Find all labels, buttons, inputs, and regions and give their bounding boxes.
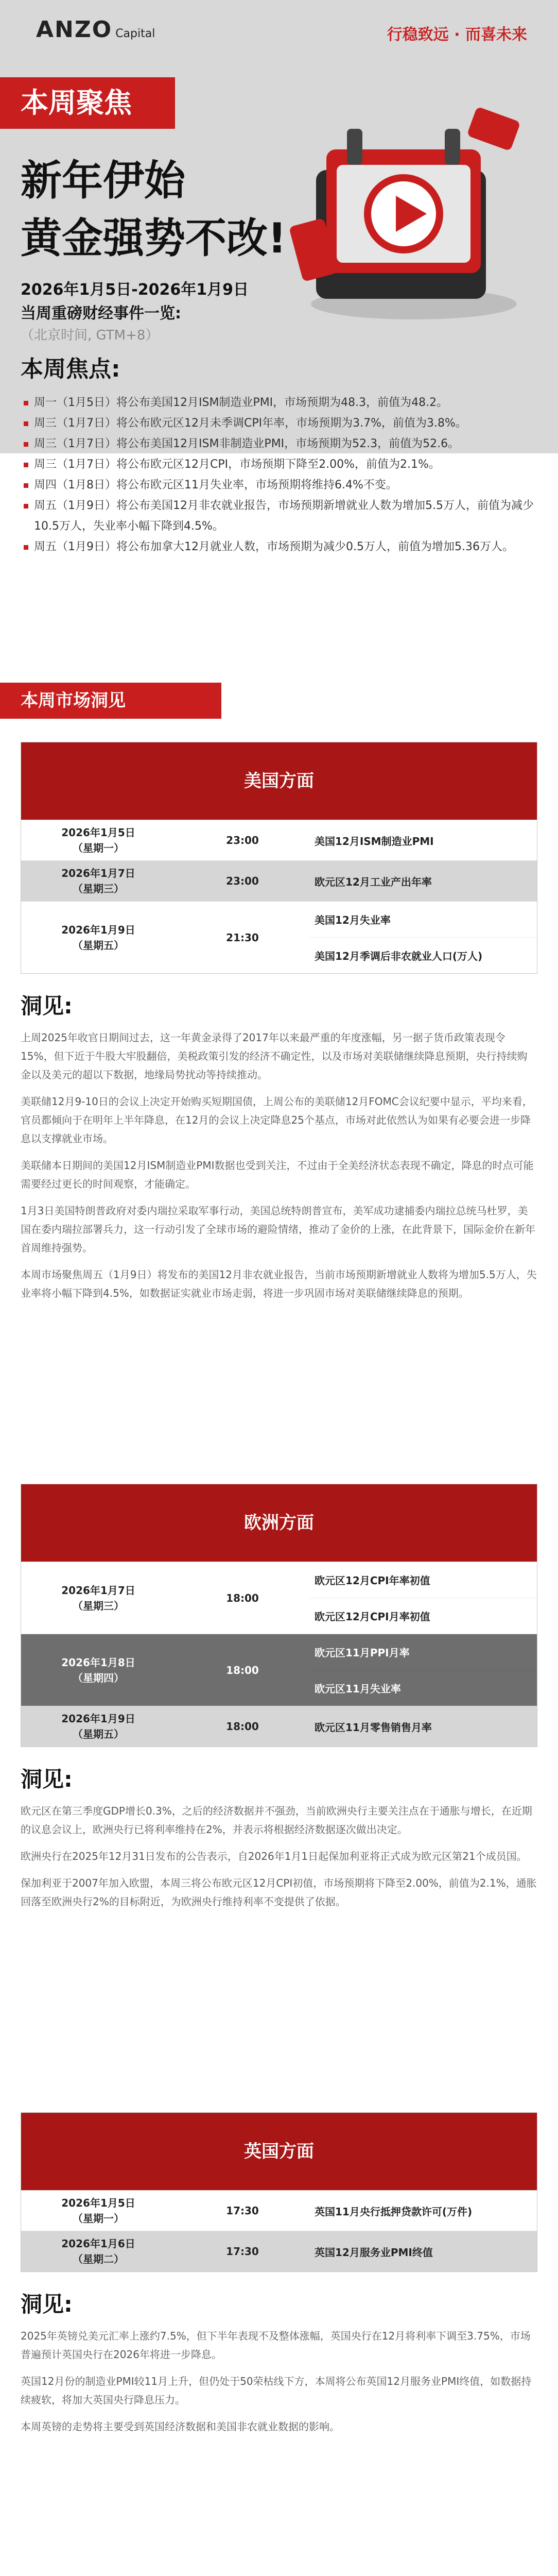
focus-item: 周三（1月7日）将公布欧元区12月CPI，市场预期下降至2.00%，前值为2.1%。 [21, 454, 535, 475]
section-title: 本周市场洞见 [0, 683, 221, 719]
focus-item: 周三（1月7日）将公布美国12月ISM非制造业PMI，市场预期为52.3，前值为52.6。 [21, 434, 535, 454]
row-date: 2026年1月9日 （星期五） [61, 1713, 135, 1740]
focus-points [21, 350, 535, 557]
analysis-paragraph: 本周市场聚焦周五（1月9日）将发布的美国12月非农就业报告，当前市场预期新增就业人数将为增加5.5万人，失业率将小幅下降到4.5%，如数据证实就业市场走弱，将进一步巩固市场对美联储继续降息的预期。 [21, 1268, 537, 1299]
row-time: 18:00 [226, 1720, 259, 1733]
row-time: 17:30 [226, 2245, 259, 2258]
uk-card [21, 2112, 537, 2272]
table-row [21, 1562, 537, 1634]
brand-logo [36, 16, 155, 43]
focus-item: 周三（1月7日）将公布欧元区12月未季调CPI年率，市场预期为3.7%，前值为3.8%。 [21, 413, 535, 434]
row-time: 17:30 [226, 2205, 259, 2217]
row-time: 18:00 [226, 1591, 259, 1604]
hero-date-subtitle: 当周重磅财经事件一览: [21, 304, 181, 323]
row-event: 美国12月失业率 [315, 914, 391, 926]
row-time: 18:00 [226, 1664, 259, 1676]
row-event: 美国12月季调后非农就业人口(万人) [309, 937, 537, 973]
analysis-paragraph: 2025年英镑兑美元汇率上涨约7.5%，但下半年表现不及整体涨幅，英国央行在12月将利率下调至3.75%，市场普遍预计英国央行在2026年将进一步降息。 [21, 2330, 531, 2361]
slogan: 行稳致远 · 而喜未来 [387, 26, 527, 44]
logo-text: ANZO [36, 16, 113, 43]
row-date: 2026年1月7日 （星期三） [61, 867, 135, 895]
row-event: 美国12月ISM制造业PMI [315, 835, 434, 848]
row-event: 欧元区11月PPI月率 [315, 1647, 410, 1659]
row-event: 欧元区12月CPI月率初值 [309, 1598, 537, 1634]
row-event: 欧元区11月失业率 [309, 1670, 537, 1706]
table-row [21, 2190, 537, 2231]
us-block [21, 742, 537, 1311]
row-event: 欧元区11月零售销售月率 [315, 1721, 432, 1734]
hero-title [21, 152, 286, 267]
focus-item: 周五（1月9日）将公布美国12月非农就业报告，市场预期新增就业人数为增加5.5万人，前值为减少10.5万人，失业率小幅下降到4.5%。 [21, 496, 535, 537]
analysis-title: 洞见: [21, 1767, 73, 1792]
analysis-paragraph: 上周2025年收官日期间过去，这一年黄金录得了2017年以来最严重的年度涨幅，另一据子货币政策表现令15%，但下近于牛股大牢股翻倍，美税政策引发的经济不确定性，以及市场对美联储继续降息预期，央行持续购金以及美元的超以下数据，地缘局势扰动等持续推动。 [21, 1031, 528, 1081]
hero-badge: 本周聚焦 [0, 77, 175, 129]
row-time: 23:00 [226, 875, 259, 887]
table-row [21, 860, 537, 901]
table-row [21, 1634, 537, 1706]
hero-date [21, 278, 249, 326]
table-row [21, 820, 537, 860]
hero [0, 62, 558, 553]
hero-date-range: 2026年1月5日-2026年1月9日 [21, 281, 249, 299]
analysis-paragraph: 欧元区在第三季度GDP增长0.3%，之后的经济数据并不强劲，当前欧洲央行主要关注点在于通胀与增长，在近期的议息会议上，欧洲央行已将利率维持在2%，并表示将根据经济数据逐次做出决定。 [21, 1805, 532, 1836]
eu-card-head: 欧洲方面 [21, 1484, 537, 1562]
hero-timezone: （北京时间, GTM+8） [21, 328, 159, 343]
row-date: 2026年1月6日 （星期二） [61, 2238, 135, 2265]
calendar-illustration-icon [285, 98, 532, 325]
row-date: 2026年1月5日 （星期一） [61, 826, 135, 854]
uk-block [21, 2112, 537, 2444]
row-date: 2026年1月9日 （星期五） [61, 923, 135, 952]
analysis-title: 洞见: [21, 993, 73, 1019]
row-date: 2026年1月8日 （星期四） [61, 1656, 135, 1684]
focus-item: 周五（1月9日）将公布加拿大12月就业人数，市场预期为减少0.5万人，前值为增加5.36万人。 [21, 537, 535, 557]
analysis-paragraph: 美联储12月9-10日的会议上决定开始购买短期国债，上周公布的美联储12月FOMC会议纪要中显示，平均来看，官员都倾向于在明年上半年降息，在12月的会议上决定降息25个基点，市场对此依然认为如果有必要会进一步降息以支撑就业市场。 [21, 1095, 533, 1145]
us-card-head: 美国方面 [21, 742, 537, 820]
analysis-paragraph: 保加利亚于2007年加入欧盟，本周三将公布欧元区12月CPI初值，市场预期将下降至2.00%，前值为2.1%，通胀回落至欧洲央行2%的目标附近，为欧洲央行维持利率不变提供了依据。 [21, 1877, 537, 1908]
row-time: 23:00 [226, 834, 259, 846]
analysis-paragraph: 1月3日美国特朗普政府对委内瑞拉采取军事行动，美国总统特朗普宣布，美军成功逮捕委内瑞拉总统马杜罗，美国在委内瑞拉部署兵力，这一行动引发了全球市场的避险情绪，推动了金价的上涨，在此背景下，国际金价在新年首周维持强势。 [21, 1205, 535, 1254]
us-card [21, 742, 537, 974]
table-row [21, 1706, 537, 1747]
hero-title-line1: 新年伊始 [21, 157, 185, 205]
uk-card-head: 英国方面 [21, 2113, 537, 2190]
hero-title-line2: 黄金强势不改! [21, 214, 287, 262]
analysis-paragraph: 美联储本日期间的美国12月ISM制造业PMI数据也受到关注，不过由于全美经济状态表现不确定，降息的时点可能需要经过更长的时间观察，才能确定。 [21, 1159, 534, 1190]
row-event: 欧元区12月CPI年率初值 [315, 1574, 430, 1587]
analysis-paragraph: 本周英镑的走势将主要受到英国经济数据和美国非农就业数据的影响。 [21, 2420, 340, 2433]
row-event: 英国12月服务业PMI终值 [315, 2246, 433, 2259]
table-row [21, 2231, 537, 2272]
eu-card [21, 1484, 537, 1747]
focus-item: 周一（1月5日）将公布美国12月ISM制造业PMI，市场预期为48.3，前值为48.2。 [21, 393, 535, 413]
focus-title: 本周焦点: [21, 356, 120, 382]
logo-sub: Capital [115, 27, 155, 40]
row-date: 2026年1月7日 （星期三） [61, 1584, 135, 1612]
eu-block [21, 1484, 537, 1919]
row-event: 欧元区12月工业产出年率 [315, 875, 432, 888]
analysis-paragraph: 英国12月份的制造业PMI较11月上升，但仍处于50荣枯线下方，本周将公布英国12月服务业PMI终值，如数据持续疲软，将加大英国央行降息压力。 [21, 2375, 532, 2406]
table-row [21, 901, 537, 973]
row-time: 21:30 [226, 931, 259, 944]
row-event: 英国11月央行抵押贷款许可(万件) [315, 2205, 473, 2218]
top-bar [0, 0, 558, 62]
analysis-paragraph: 欧洲央行在2025年12月31日发布的公告表示，自2026年1月1日起保加利亚将正式成为欧元区第21个成员国。 [21, 1850, 527, 1862]
row-date: 2026年1月5日 （星期一） [61, 2197, 135, 2225]
analysis-title: 洞见: [21, 2292, 73, 2317]
focus-item: 周四（1月8日）将公布欧元区11月失业率，市场预期将维持6.4%不变。 [21, 475, 535, 496]
